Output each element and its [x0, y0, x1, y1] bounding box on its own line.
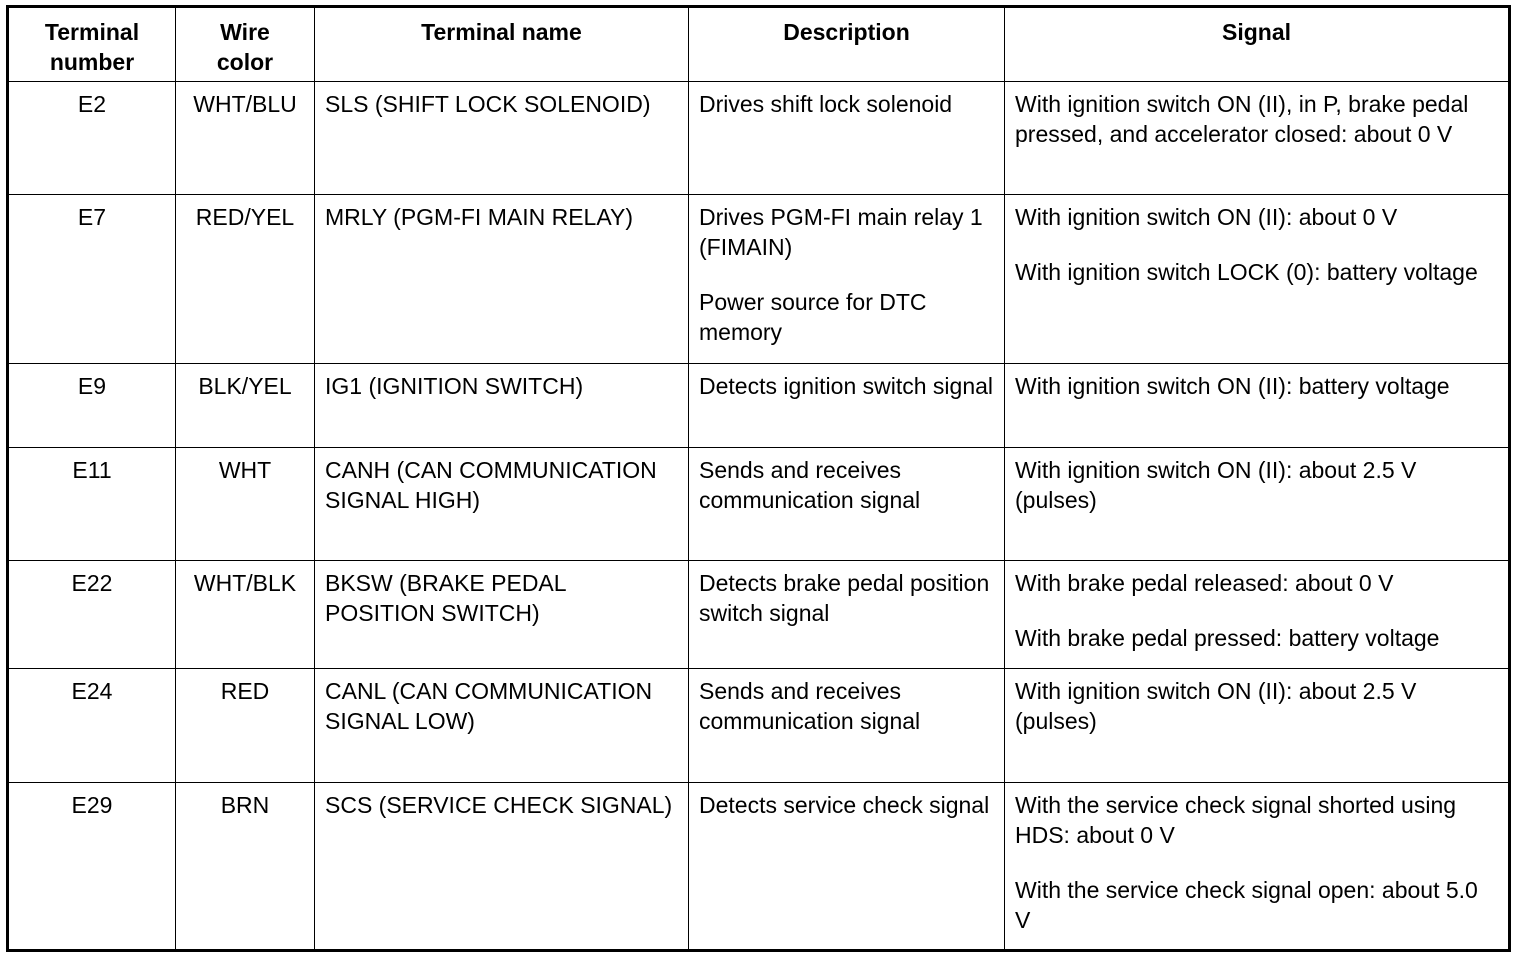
table-row — [8, 669, 1510, 783]
description-text: Detects ignition switch signal — [699, 373, 994, 399]
wire-color-cell: BRN — [176, 783, 315, 951]
header-description: Description — [689, 7, 1005, 82]
signal-text: With brake pedal pressed: battery voltage — [1015, 625, 1440, 651]
signal-text: With ignition switch ON (II): about 2.5 V (pulses) — [1015, 457, 1417, 513]
wire-color-cell: BLK/YEL — [176, 364, 315, 448]
signal-text: With the service check signal shorted using HDS: about 0 V — [1015, 792, 1457, 848]
header-row — [8, 7, 1510, 82]
description-cell — [689, 195, 1005, 364]
description-text: Detects brake pedal position switch signal — [699, 570, 990, 626]
terminal-number-cell: E11 — [8, 448, 176, 561]
header-wire-color: Wire color — [176, 7, 315, 82]
terminal-number-cell: E2 — [8, 82, 176, 195]
signal-text: With ignition switch LOCK (0): battery voltage — [1015, 259, 1478, 285]
table-row — [8, 195, 1510, 364]
signal-cell — [1005, 195, 1510, 364]
signal-text: With ignition switch ON (II), in P, brake pedal pressed, and accelerator closed: about 0 V — [1015, 91, 1469, 147]
table-row — [8, 82, 1510, 195]
signal-text: With ignition switch ON (II): battery voltage — [1015, 373, 1450, 399]
wire-color-cell: RED — [176, 669, 315, 783]
description-text: Detects service check signal — [699, 792, 990, 818]
signal-cell — [1005, 364, 1510, 448]
table-row — [8, 448, 1510, 561]
terminal-name-cell: CANH (CAN COMMUNICATION SIGNAL HIGH) — [315, 448, 689, 561]
terminal-name-cell: SLS (SHIFT LOCK SOLENOID) — [315, 82, 689, 195]
description-text: Drives shift lock solenoid — [699, 91, 953, 117]
signal-cell — [1005, 82, 1510, 195]
terminal-name-cell: BKSW (BRAKE PEDAL POSITION SWITCH) — [315, 561, 689, 669]
header-terminal-number: Terminal number — [8, 7, 176, 82]
terminal-name-cell: CANL (CAN COMMUNICATION SIGNAL LOW) — [315, 669, 689, 783]
description-cell — [689, 561, 1005, 669]
signal-cell — [1005, 561, 1510, 669]
description-text: Drives PGM-FI main relay 1 (FIMAIN) — [699, 204, 983, 260]
description-cell — [689, 364, 1005, 448]
header-signal: Signal — [1005, 7, 1510, 82]
terminal-number-cell: E9 — [8, 364, 176, 448]
terminal-number-cell: E24 — [8, 669, 176, 783]
description-cell — [689, 448, 1005, 561]
signal-text: With the service check signal open: about 5.0 V — [1015, 877, 1478, 933]
header-terminal-name: Terminal name — [315, 7, 689, 82]
terminal-name-cell: IG1 (IGNITION SWITCH) — [315, 364, 689, 448]
table-row — [8, 783, 1510, 951]
terminal-table — [6, 5, 1511, 952]
signal-cell — [1005, 783, 1510, 951]
description-cell — [689, 82, 1005, 195]
table-row — [8, 561, 1510, 669]
signal-text: With ignition switch ON (II): about 2.5 V (pulses) — [1015, 678, 1417, 734]
signal-cell — [1005, 448, 1510, 561]
wire-color-cell: WHT/BLU — [176, 82, 315, 195]
signal-cell — [1005, 669, 1510, 783]
description-cell — [689, 669, 1005, 783]
wire-color-cell: WHT — [176, 448, 315, 561]
description-text: Sends and receives communication signal — [699, 678, 921, 734]
description-text: Sends and receives communication signal — [699, 457, 921, 513]
wire-color-cell: RED/YEL — [176, 195, 315, 364]
description-cell — [689, 783, 1005, 951]
terminal-number-cell: E22 — [8, 561, 176, 669]
table-row — [8, 364, 1510, 448]
terminal-name-cell: SCS (SERVICE CHECK SIGNAL) — [315, 783, 689, 951]
terminal-name-cell: MRLY (PGM-FI MAIN RELAY) — [315, 195, 689, 364]
terminal-number-cell: E7 — [8, 195, 176, 364]
description-text: Power source for DTC memory — [699, 289, 927, 345]
terminal-number-cell: E29 — [8, 783, 176, 951]
wire-color-cell: WHT/BLK — [176, 561, 315, 669]
signal-text: With brake pedal released: about 0 V — [1015, 570, 1394, 596]
signal-text: With ignition switch ON (II): about 0 V — [1015, 204, 1398, 230]
